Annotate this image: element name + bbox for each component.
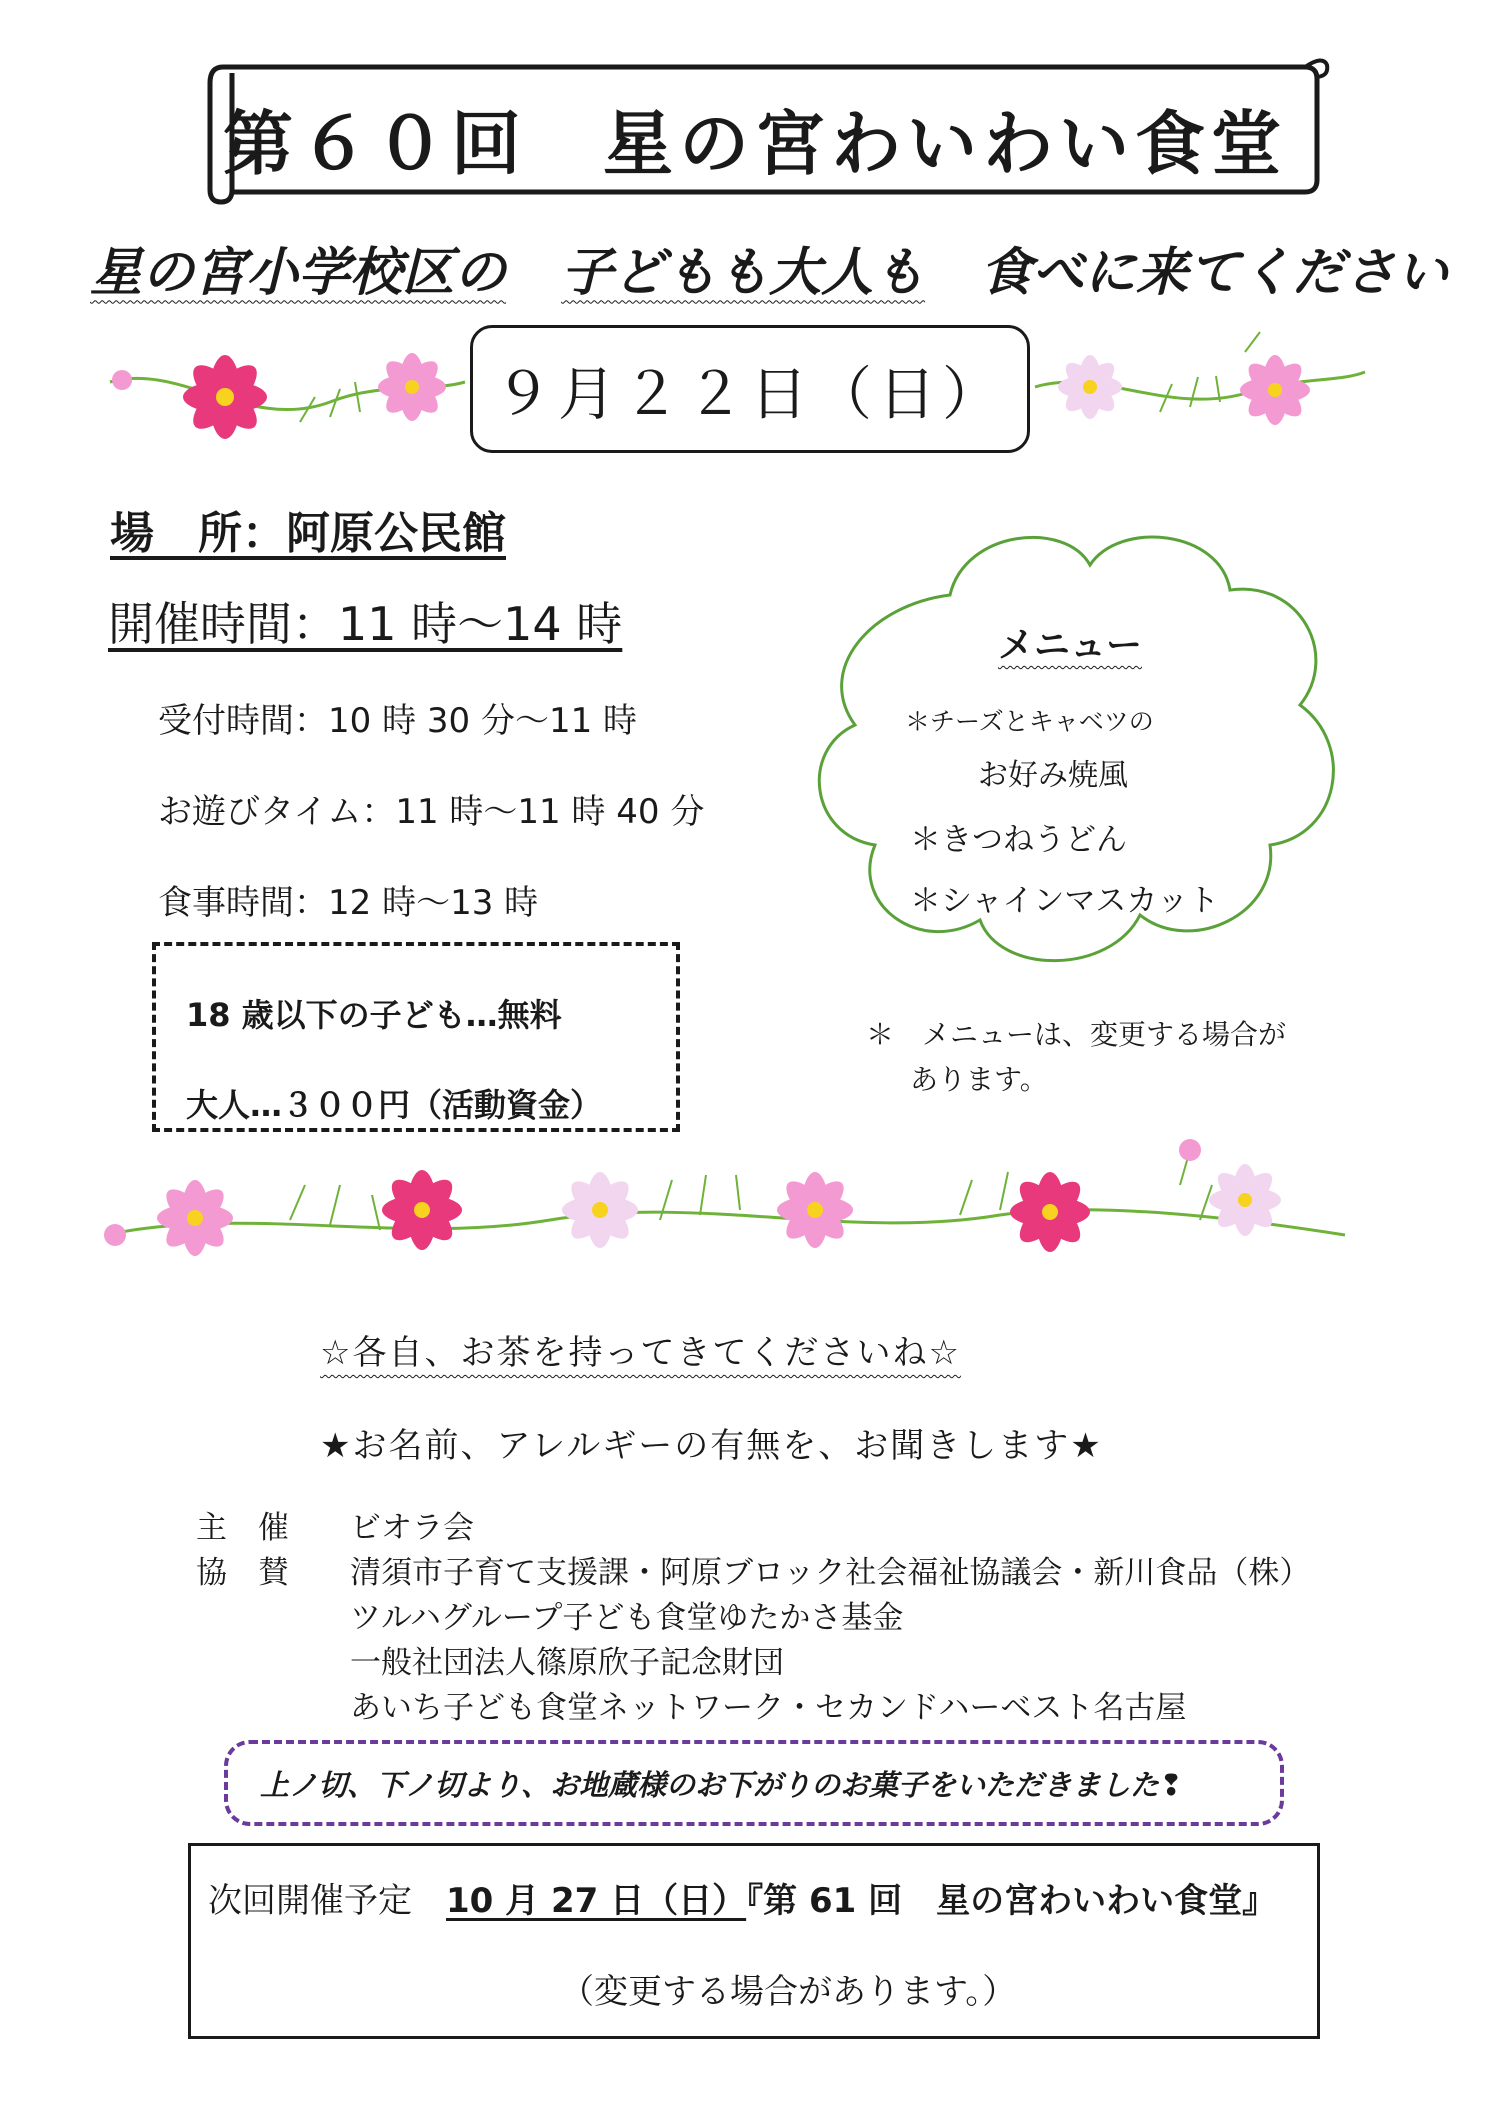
event-date: ９月２２日（日） xyxy=(470,325,1030,453)
price-child: 18 歳以下の子ども…無料 xyxy=(186,996,562,1034)
play-time: お遊びタイム：11 時～11 時 40 分 xyxy=(158,792,705,832)
sponsor-item: 清須市子育て支援課・阿原ブロック社会福祉協議会・新川食品（株） xyxy=(350,1555,1311,1591)
cosmos-flower-icon xyxy=(1058,355,1122,419)
sponsor-item: あいち子ども食堂ネットワーク・セカンドハーベスト名古屋 xyxy=(350,1690,1187,1726)
cosmos-flower-icon xyxy=(562,1172,638,1248)
allergy-request: ★お名前、アレルギーの有無を、お聞きします★ xyxy=(320,1426,1103,1466)
cosmos-flower-icon xyxy=(378,353,446,421)
cosmos-flower-icon xyxy=(157,1180,233,1256)
subtitle-audience: 子どもも大人も xyxy=(561,242,926,303)
price-adult: 大人…３００円（活動資金） xyxy=(186,1086,603,1124)
menu-note-cont: あります。 xyxy=(910,1063,1048,1096)
flower-garland xyxy=(100,1110,1350,1290)
next-event-note: （変更する場合があります。） xyxy=(560,1972,1017,2012)
subtitle xyxy=(90,232,1450,302)
reception-time: 受付時間：10 時 30 分～11 時 xyxy=(158,701,638,741)
tea-request: ☆各自、お茶を持ってきてくださいね☆ xyxy=(320,1333,961,1373)
menu-item-okonomiyaki-cont: お好み焼風 xyxy=(978,758,1128,793)
host-name: ビオラ会 xyxy=(350,1510,474,1546)
venue: 場 所：阿原公民館 xyxy=(110,508,506,559)
menu-item-okonomiyaki: ＊チーズとキャベツの xyxy=(905,707,1154,736)
next-event-name: 『第 61 回 星の宮わいわい食堂』 xyxy=(746,1881,1277,1921)
sponsor-label: 協 賛 xyxy=(196,1555,289,1591)
next-event-date: 10 月 27 日（日） xyxy=(446,1881,747,1921)
subtitle-invite: 食べに来てください xyxy=(980,242,1449,303)
menu-note: ＊ メニューは、変更する場合が xyxy=(866,1018,1287,1051)
sponsor-item: ツルハグループ子ども食堂ゆたかさ基金 xyxy=(350,1600,904,1636)
cosmos-flower-icon xyxy=(382,1170,462,1250)
cosmos-flower-icon xyxy=(183,355,267,439)
cosmos-flower-icon xyxy=(1010,1172,1090,1252)
host-label: 主 催 xyxy=(196,1510,289,1546)
menu-item-udon: ＊きつねうどん xyxy=(910,822,1127,858)
subtitle-school: 星の宮小学校区の xyxy=(90,242,507,303)
cosmos-flower-icon xyxy=(1240,355,1310,425)
flower-row-left xyxy=(100,322,470,472)
meal-time: 食事時間：12 時～13 時 xyxy=(158,883,539,923)
event-hours: 開催時間：11 時～14 時 xyxy=(108,597,623,651)
cosmos-flower-icon xyxy=(1209,1164,1281,1236)
next-event-line xyxy=(208,1873,1276,1922)
thanks-notice: 上ノ切、下ノ切より、お地蔵様のお下がりのお菓子をいただきました❢ xyxy=(224,1740,1284,1826)
flower-row-right xyxy=(1030,322,1370,472)
sponsor-item: 一般社団法人篠原欣子記念財団 xyxy=(350,1645,784,1681)
next-event-label: 次回開催予定 xyxy=(208,1881,446,1921)
page-title: 第６０回 星の宮わいわい食堂 xyxy=(223,102,1287,185)
menu-title: メニュー xyxy=(997,625,1142,666)
cosmos-flower-icon xyxy=(777,1172,853,1248)
menu-item-grapes: ＊シャインマスカット xyxy=(910,883,1220,919)
